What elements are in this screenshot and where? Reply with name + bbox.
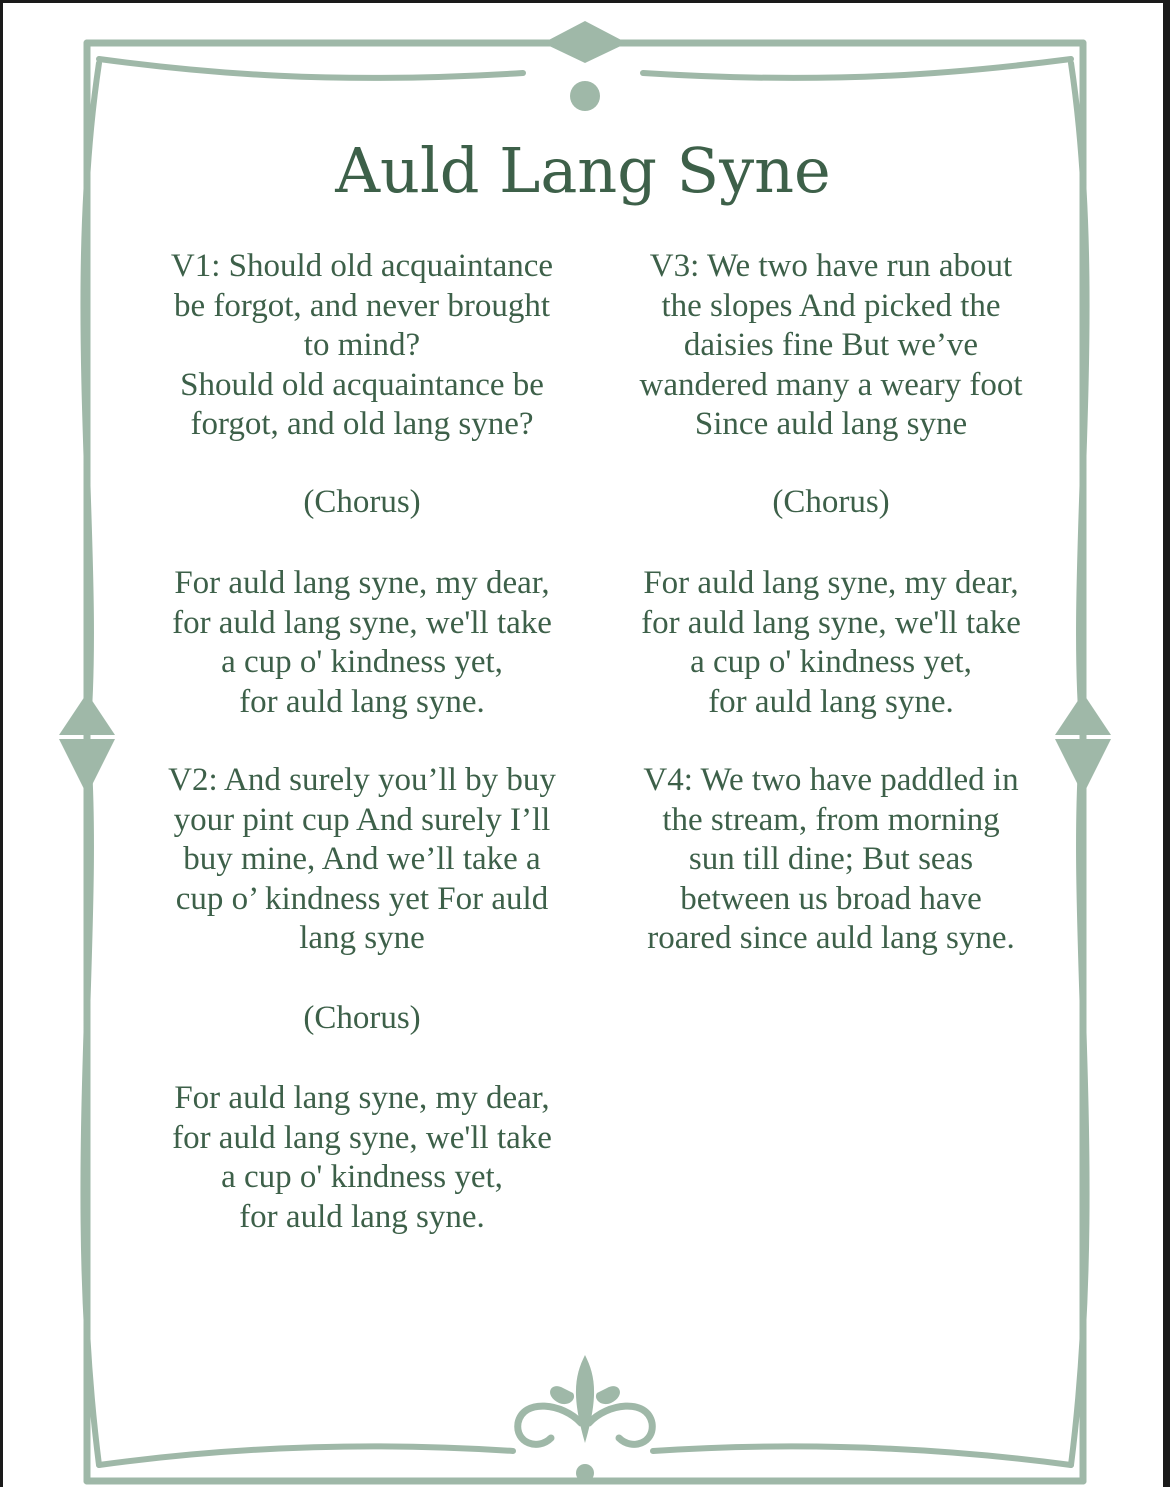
verse-line: roared since auld lang syne.: [647, 920, 1015, 957]
verse-line: V4: We two have paddled in: [643, 762, 1019, 798]
left-side-ornament-up: [59, 693, 115, 735]
chorus-label: [596, 483, 1066, 523]
verse-line: V2: And surely you’ll by buy: [168, 762, 556, 798]
chorus-line: for auld lang syne.: [239, 1198, 485, 1235]
verse-line: sun till dine; But seas: [688, 841, 974, 878]
verse-4: [596, 761, 1066, 959]
chorus-line: For auld lang syne, my dear,: [174, 1080, 550, 1116]
verse-3: [596, 247, 1066, 445]
verse-line: V3: We two have run about: [649, 248, 1013, 284]
bottom-fleur-left-petal: [550, 1386, 574, 1404]
frame-top-swoop-right: [643, 59, 1071, 78]
frame-bottom-swoop-right: [653, 1446, 1071, 1465]
verse-line: cup o’ kindness yet For auld: [175, 880, 549, 917]
verse-line: buy mine, And we’ll take a: [183, 841, 541, 878]
chorus-block: [127, 564, 597, 722]
verse-line: wandered many a weary foot: [639, 366, 1023, 403]
chorus-line: for auld lang syne, we'll take: [641, 604, 1021, 641]
chorus-line: for auld lang syne.: [239, 683, 485, 720]
top-diamond-ornament: [543, 21, 627, 63]
chorus-label: [127, 999, 597, 1039]
bottom-fleur-center-petal: [576, 1355, 594, 1443]
verse-line: V1: Should old acquaintance: [170, 248, 554, 284]
verse-line: Should old acquaintance be: [180, 366, 544, 403]
chorus-line: for auld lang syne.: [708, 683, 954, 720]
chorus-block: [596, 564, 1066, 722]
ornamental-frame: [3, 3, 1163, 1487]
bottom-flourish-right-scroll: [589, 1406, 652, 1444]
verse-1: [127, 247, 597, 445]
chorus-line: for auld lang syne, we'll take: [172, 604, 552, 641]
verse-line: your pint cup And surely I’ll: [173, 801, 551, 838]
verse-line: Since auld lang syne: [694, 406, 968, 443]
verse-2: [127, 761, 597, 959]
chorus-line: For auld lang syne, my dear,: [174, 565, 550, 601]
left-side-ornament-down: [59, 739, 115, 795]
chorus-line: a cup o' kindness yet,: [221, 1159, 503, 1196]
chorus-line: a cup o' kindness yet,: [690, 644, 972, 681]
page-title: Auld Lang Syne: [335, 134, 831, 207]
top-dot-ornament: [570, 81, 600, 111]
frame-bottom-swoop-left: [99, 1446, 513, 1465]
verse-line: the stream, from morning: [662, 801, 1000, 838]
chorus-label: [127, 483, 597, 523]
verse-line: daisies fine But we’ve: [683, 327, 979, 364]
verse-line: be forgot, and never brought: [173, 287, 551, 324]
chorus-label-text: (Chorus): [303, 484, 421, 520]
bottom-flourish-left-scroll: [518, 1406, 581, 1444]
chorus-line: a cup o' kindness yet,: [221, 644, 503, 681]
chorus-line: For auld lang syne, my dear,: [643, 565, 1019, 601]
verse-line: between us broad have: [680, 880, 982, 917]
verse-line: forgot, and old lang syne?: [190, 406, 534, 443]
chorus-label-text: (Chorus): [772, 484, 890, 520]
verse-line: to mind?: [303, 327, 421, 364]
bottom-fleur-right-petal: [596, 1386, 620, 1404]
chorus-label-text: (Chorus): [303, 1000, 421, 1036]
verse-line: lang syne: [299, 920, 425, 957]
frame-top-swoop-left: [99, 59, 523, 78]
lyrics-sheet: [3, 3, 1163, 1487]
chorus-line: for auld lang syne, we'll take: [172, 1119, 552, 1156]
verse-line: the slopes And picked the: [661, 287, 1001, 324]
bottom-dot-ornament: [576, 1464, 594, 1482]
chorus-block: [127, 1079, 597, 1237]
